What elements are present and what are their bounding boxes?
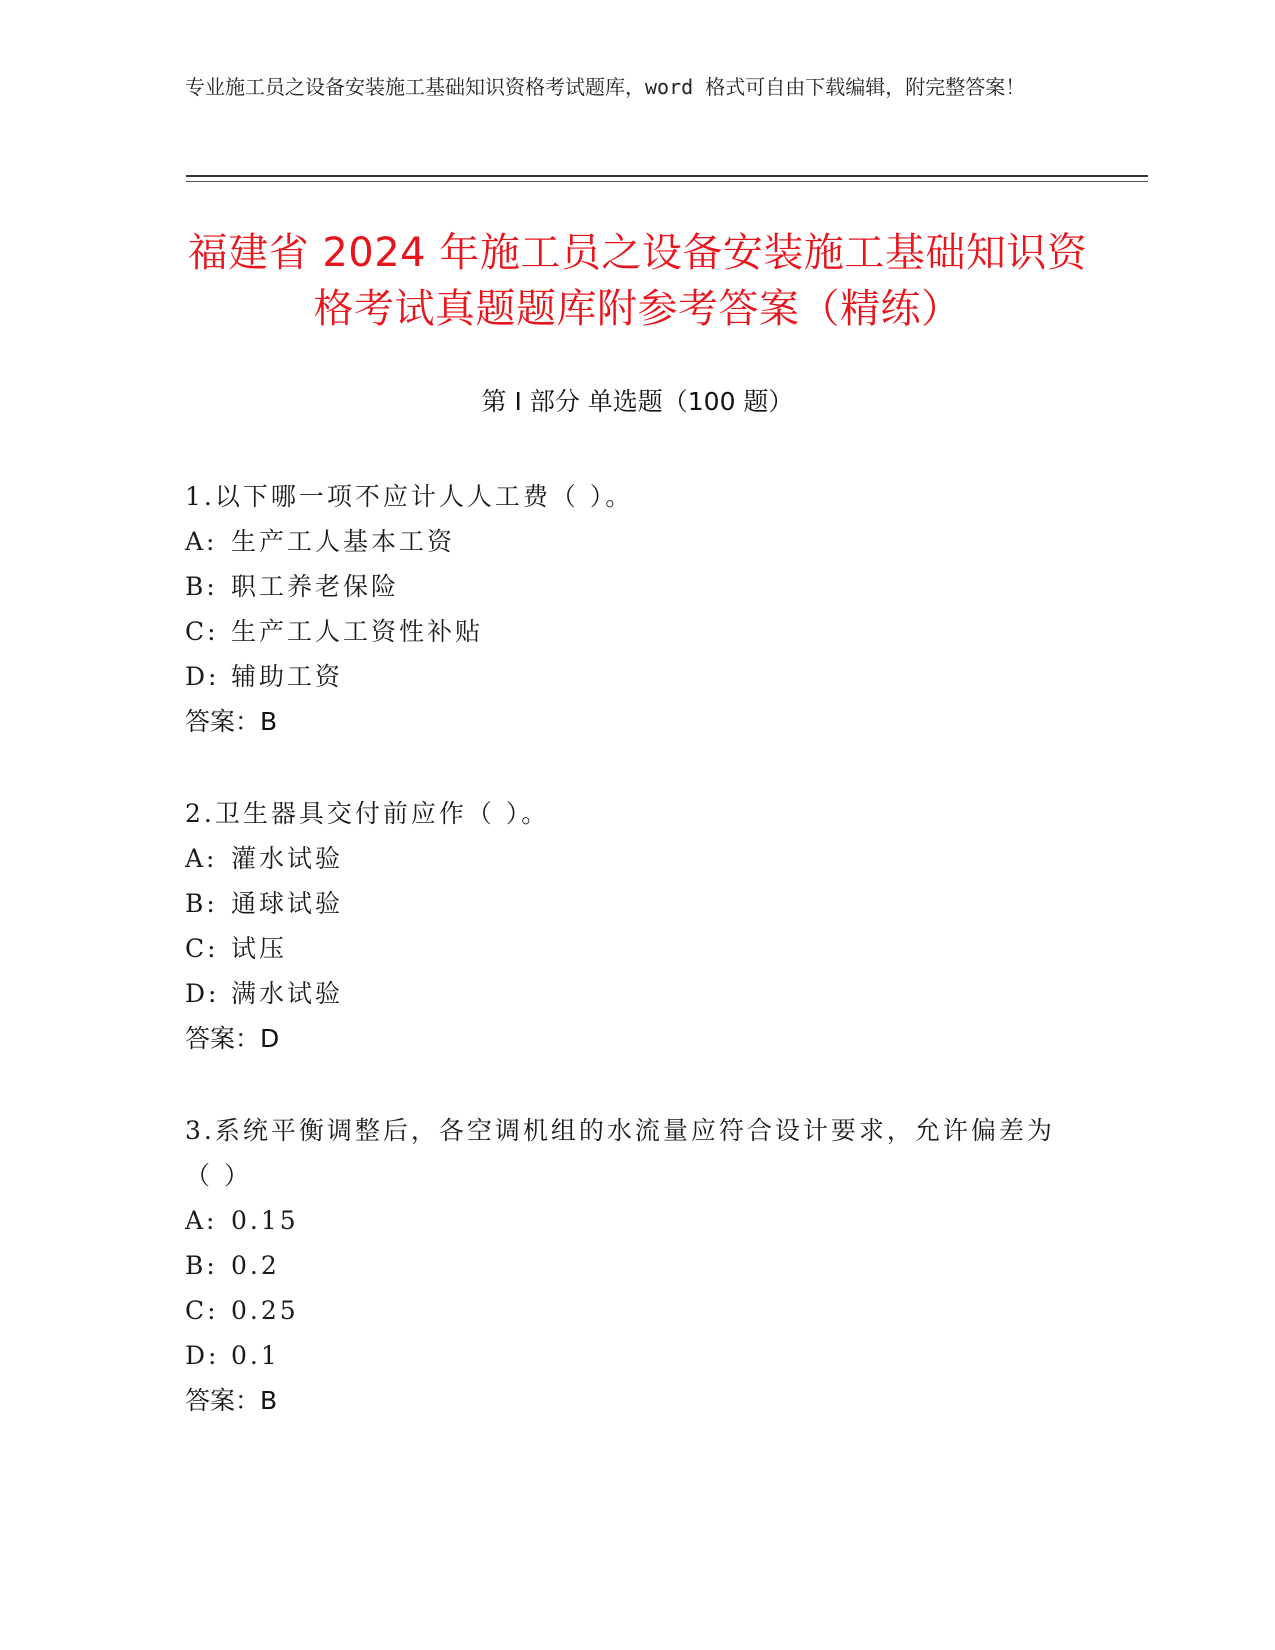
answer-line: 答案：D [185, 1024, 280, 1053]
option-d [185, 654, 1065, 699]
option-text: 0.2 [231, 1251, 280, 1280]
question-2 [185, 791, 1065, 1061]
option-d [185, 971, 1065, 1016]
question-text: 3.系统平衡调整后，各空调机组的水流量应符合设计要求，允许偏差为（ ） [185, 1116, 1055, 1190]
section-title: 第 I 部分 单选题（100 题） [481, 387, 794, 416]
option-b [185, 881, 1065, 926]
option-key: C: [185, 934, 219, 963]
option-text: 0.25 [231, 1296, 299, 1325]
option-b [185, 564, 1065, 609]
option-text: 试压 [231, 934, 288, 963]
option-c [185, 926, 1065, 971]
option-key: D: [185, 662, 220, 691]
question-3 [185, 1108, 1065, 1423]
option-key: B: [185, 889, 218, 918]
option-text: 生产工人基本工资 [231, 527, 456, 556]
option-c [185, 1288, 1065, 1333]
option-key: D: [185, 979, 220, 1008]
document-title: 福建省 2024 年施工员之设备安装施工基础知识资格考试真题题库附参考答案（精练） [187, 230, 1088, 332]
option-key: D: [185, 1341, 220, 1370]
option-c [185, 609, 1065, 654]
answer-line: 答案：B [185, 707, 278, 736]
option-a [185, 1198, 1065, 1243]
header-divider-thin [186, 181, 1148, 182]
option-key: A: [185, 527, 218, 556]
option-d [185, 1333, 1065, 1378]
option-key: C: [185, 1296, 219, 1325]
option-key: C: [185, 617, 219, 646]
option-text: 0.1 [231, 1341, 280, 1370]
option-text: 通球试验 [231, 889, 344, 918]
option-text: 辅助工资 [231, 662, 344, 691]
option-text: 满水试验 [231, 979, 344, 1008]
question-text: 1.以下哪一项不应计人人工费（ ）。 [185, 482, 634, 511]
option-a [185, 836, 1065, 881]
question-1 [185, 474, 1065, 744]
option-text: 0.15 [231, 1206, 299, 1235]
header-note: 专业施工员之设备安装施工基础知识资格考试题库，word 格式可自由下载编辑，附完整答案！ [185, 75, 1026, 99]
answer-line: 答案：B [185, 1386, 278, 1415]
option-b [185, 1243, 1065, 1288]
option-key: A: [185, 1206, 218, 1235]
question-text: 2.卫生器具交付前应作（ ）。 [185, 799, 550, 828]
option-text: 职工养老保险 [231, 572, 400, 601]
header-divider-thick [186, 175, 1148, 177]
option-key: B: [185, 572, 218, 601]
option-text: 生产工人工资性补贴 [231, 617, 484, 646]
option-text: 灌水试验 [231, 844, 344, 873]
option-key: A: [185, 844, 218, 873]
option-a [185, 519, 1065, 564]
option-key: B: [185, 1251, 218, 1280]
